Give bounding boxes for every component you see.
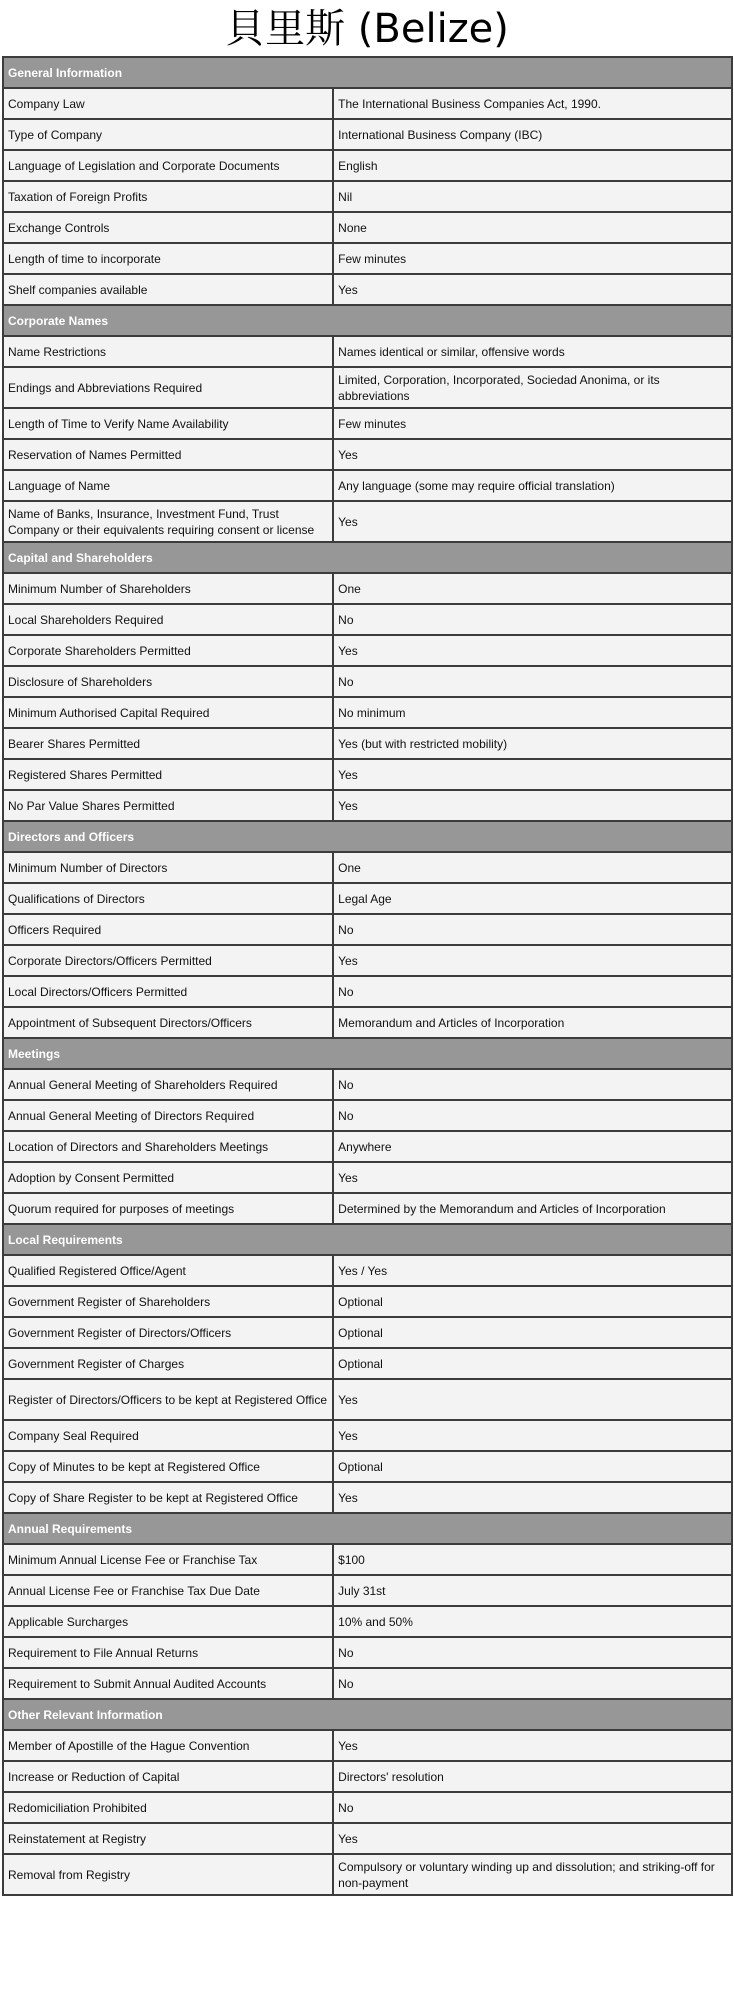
table-row	[3, 1286, 732, 1317]
row-value: Legal Age	[333, 883, 732, 914]
table-row	[3, 212, 732, 243]
row-label: Name Restrictions	[3, 336, 333, 367]
row-label: Requirement to Submit Annual Audited Accounts	[3, 1668, 333, 1699]
row-label: Reinstatement at Registry	[3, 1823, 333, 1854]
row-label: Minimum Number of Shareholders	[3, 573, 333, 604]
row-label: Local Shareholders Required	[3, 604, 333, 635]
table-row	[3, 1668, 732, 1699]
row-value: Yes	[333, 1420, 732, 1451]
section-header-row	[3, 57, 732, 88]
row-value: Yes	[333, 1162, 732, 1193]
row-value: Compulsory or voluntary winding up and dissolution; and striking-off for non-payment	[333, 1854, 732, 1895]
row-label: Exchange Controls	[3, 212, 333, 243]
page-title: 貝里斯 (Belize)	[225, 6, 509, 52]
row-label: Length of Time to Verify Name Availability	[3, 408, 333, 439]
section-header-row	[3, 1038, 732, 1069]
row-label: Government Register of Charges	[3, 1348, 333, 1379]
section-header-row	[3, 542, 732, 573]
section-header-row	[3, 1224, 732, 1255]
row-value: Optional	[333, 1348, 732, 1379]
row-label: Adoption by Consent Permitted	[3, 1162, 333, 1193]
row-label: Applicable Surcharges	[3, 1606, 333, 1637]
row-label: Qualifications of Directors	[3, 883, 333, 914]
table-row	[3, 1544, 732, 1575]
table-row	[3, 1792, 732, 1823]
row-label: Company Seal Required	[3, 1420, 333, 1451]
jurisdiction-info-table	[2, 56, 733, 1896]
row-value: One	[333, 852, 732, 883]
row-label: Corporate Shareholders Permitted	[3, 635, 333, 666]
row-label: Appointment of Subsequent Directors/Officers	[3, 1007, 333, 1038]
table-row	[3, 1575, 732, 1606]
row-label: Government Register of Directors/Officers	[3, 1317, 333, 1348]
row-value: Memorandum and Articles of Incorporation	[333, 1007, 732, 1038]
row-value: One	[333, 573, 732, 604]
table-row	[3, 243, 732, 274]
row-label: Corporate Directors/Officers Permitted	[3, 945, 333, 976]
table-row	[3, 439, 732, 470]
row-value: 10% and 50%	[333, 1606, 732, 1637]
row-label: Government Register of Shareholders	[3, 1286, 333, 1317]
section-header: Directors and Officers	[3, 821, 732, 852]
row-value: Names identical or similar, offensive words	[333, 336, 732, 367]
row-label: Officers Required	[3, 914, 333, 945]
row-label: Quorum required for purposes of meetings	[3, 1193, 333, 1224]
row-label: Annual License Fee or Franchise Tax Due Date	[3, 1575, 333, 1606]
row-label: Minimum Number of Directors	[3, 852, 333, 883]
row-value: No	[333, 976, 732, 1007]
row-label: Reservation of Names Permitted	[3, 439, 333, 470]
table-row	[3, 1761, 732, 1792]
section-header-row	[3, 305, 732, 336]
table-row	[3, 604, 732, 635]
table-row	[3, 1379, 732, 1420]
section-header-row	[3, 821, 732, 852]
row-label: Copy of Share Register to be kept at Registered Office	[3, 1482, 333, 1513]
table-row	[3, 666, 732, 697]
row-label: Bearer Shares Permitted	[3, 728, 333, 759]
table-row	[3, 883, 732, 914]
row-value: $100	[333, 1544, 732, 1575]
table-row	[3, 367, 732, 408]
table-row	[3, 945, 732, 976]
row-label: Member of Apostille of the Hague Convention	[3, 1730, 333, 1761]
row-label: Language of Name	[3, 470, 333, 501]
row-value: Yes	[333, 759, 732, 790]
row-value: Yes / Yes	[333, 1255, 732, 1286]
table-row	[3, 790, 732, 821]
section-header: Corporate Names	[3, 305, 732, 336]
table-row	[3, 1100, 732, 1131]
row-value: Yes	[333, 945, 732, 976]
row-value: Optional	[333, 1286, 732, 1317]
row-label: Minimum Authorised Capital Required	[3, 697, 333, 728]
table-row	[3, 914, 732, 945]
section-header: Other Relevant Information	[3, 1699, 732, 1730]
row-value: Yes	[333, 635, 732, 666]
row-value: Yes	[333, 439, 732, 470]
row-value: No	[333, 914, 732, 945]
section-header: General Information	[3, 57, 732, 88]
row-value: Yes	[333, 501, 732, 542]
section-header-row	[3, 1513, 732, 1544]
row-value: No	[333, 1668, 732, 1699]
row-label: Taxation of Foreign Profits	[3, 181, 333, 212]
table-row	[3, 635, 732, 666]
row-label: Type of Company	[3, 119, 333, 150]
row-value: Any language (some may require official translation)	[333, 470, 732, 501]
row-value: Yes	[333, 274, 732, 305]
row-label: Language of Legislation and Corporate Documents	[3, 150, 333, 181]
table-row	[3, 1131, 732, 1162]
row-value: Optional	[333, 1317, 732, 1348]
row-label: No Par Value Shares Permitted	[3, 790, 333, 821]
row-value: No	[333, 1100, 732, 1131]
row-value: Few minutes	[333, 243, 732, 274]
row-label: Location of Directors and Shareholders Meetings	[3, 1131, 333, 1162]
table-row	[3, 119, 732, 150]
row-label: Redomiciliation Prohibited	[3, 1792, 333, 1823]
row-label: Length of time to incorporate	[3, 243, 333, 274]
row-value: Yes	[333, 1730, 732, 1761]
row-value: No	[333, 604, 732, 635]
row-label: Company Law	[3, 88, 333, 119]
row-label: Increase or Reduction of Capital	[3, 1761, 333, 1792]
table-row	[3, 573, 732, 604]
table-row	[3, 1420, 732, 1451]
table-row	[3, 976, 732, 1007]
row-value: Yes	[333, 1482, 732, 1513]
row-value: Yes	[333, 1823, 732, 1854]
row-value: July 31st	[333, 1575, 732, 1606]
table-row	[3, 1730, 732, 1761]
row-value: English	[333, 150, 732, 181]
row-label: Shelf companies available	[3, 274, 333, 305]
table-row	[3, 336, 732, 367]
table-row	[3, 759, 732, 790]
table-row	[3, 1637, 732, 1668]
row-label: Register of Directors/Officers to be kept at Registered Office	[3, 1379, 333, 1420]
section-header-row	[3, 1699, 732, 1730]
table-row	[3, 1317, 732, 1348]
row-value: Few minutes	[333, 408, 732, 439]
row-value: No minimum	[333, 697, 732, 728]
row-value: No	[333, 1792, 732, 1823]
table-row	[3, 1069, 732, 1100]
section-header: Meetings	[3, 1038, 732, 1069]
table-row	[3, 150, 732, 181]
row-value: International Business Company (IBC)	[333, 119, 732, 150]
row-label: Local Directors/Officers Permitted	[3, 976, 333, 1007]
section-header: Local Requirements	[3, 1224, 732, 1255]
table-row	[3, 408, 732, 439]
table-row	[3, 181, 732, 212]
row-value: Nil	[333, 181, 732, 212]
table-row	[3, 470, 732, 501]
row-value: Anywhere	[333, 1131, 732, 1162]
row-value: The International Business Companies Act, 1990.	[333, 88, 732, 119]
row-label: Requirement to File Annual Returns	[3, 1637, 333, 1668]
row-value: Yes (but with restricted mobility)	[333, 728, 732, 759]
row-label: Removal from Registry	[3, 1854, 333, 1895]
row-value: Directors' resolution	[333, 1761, 732, 1792]
table-row	[3, 728, 732, 759]
section-header: Annual Requirements	[3, 1513, 732, 1544]
table-row	[3, 1482, 732, 1513]
row-label: Disclosure of Shareholders	[3, 666, 333, 697]
table-row	[3, 1193, 732, 1224]
row-value: Optional	[333, 1451, 732, 1482]
row-label: Annual General Meeting of Directors Required	[3, 1100, 333, 1131]
table-row	[3, 1348, 732, 1379]
table-row	[3, 852, 732, 883]
table-row	[3, 1606, 732, 1637]
row-label: Annual General Meeting of Shareholders Required	[3, 1069, 333, 1100]
row-label: Endings and Abbreviations Required	[3, 367, 333, 408]
section-header: Capital and Shareholders	[3, 542, 732, 573]
table-row	[3, 1255, 732, 1286]
row-label: Copy of Minutes to be kept at Registered Office	[3, 1451, 333, 1482]
table-row	[3, 1854, 732, 1895]
row-value: Yes	[333, 1379, 732, 1420]
row-label: Registered Shares Permitted	[3, 759, 333, 790]
row-value: None	[333, 212, 732, 243]
row-value: No	[333, 1637, 732, 1668]
table-row	[3, 1823, 732, 1854]
table-row	[3, 1162, 732, 1193]
table-row	[3, 1451, 732, 1482]
row-label: Name of Banks, Insurance, Investment Fund, Trust Company or their equivalents requiring consent or license	[3, 501, 333, 542]
row-label: Minimum Annual License Fee or Franchise Tax	[3, 1544, 333, 1575]
row-value: Determined by the Memorandum and Articles of Incorporation	[333, 1193, 732, 1224]
table-row	[3, 1007, 732, 1038]
table-row	[3, 501, 732, 542]
row-value: Limited, Corporation, Incorporated, Sociedad Anonima, or its abbreviations	[333, 367, 732, 408]
row-value: No	[333, 1069, 732, 1100]
row-value: Yes	[333, 790, 732, 821]
row-label: Qualified Registered Office/Agent	[3, 1255, 333, 1286]
table-row	[3, 697, 732, 728]
table-row	[3, 274, 732, 305]
row-value: No	[333, 666, 732, 697]
table-row	[3, 88, 732, 119]
